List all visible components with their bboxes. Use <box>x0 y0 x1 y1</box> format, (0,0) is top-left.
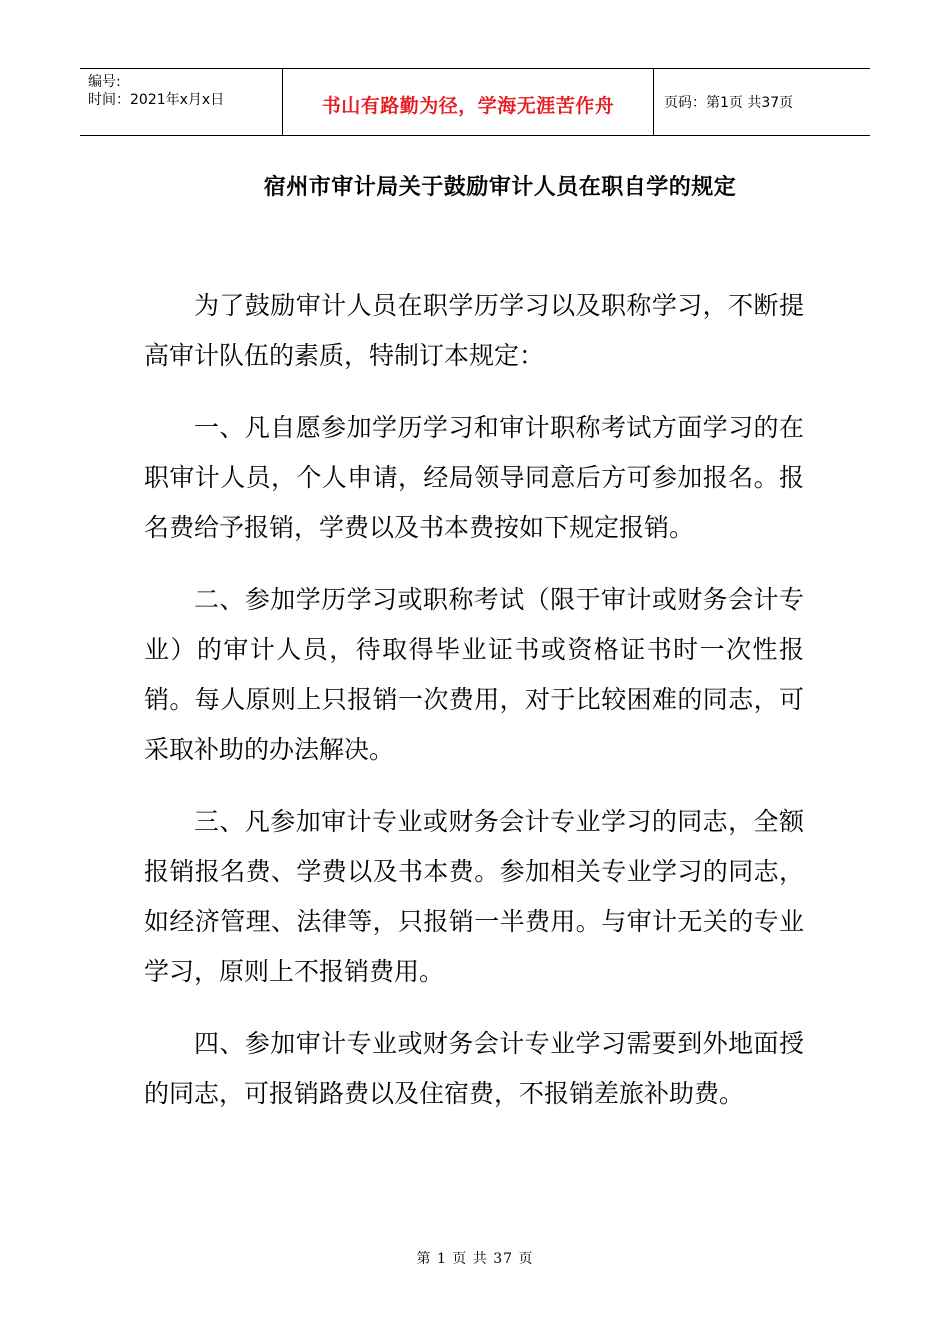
paragraph-2: 二、参加学历学习或职称考试（限于审计或财务会计专业）的审计人员，待取得毕业证书或资格证书时一次性报销。每人原则上只报销一次费用，对于比较困难的同志，可采取补助的办法解决。 <box>144 585 804 764</box>
header-page-info: 页码：第1页 共37页 <box>664 95 794 111</box>
paragraph-1: 一、凡自愿参加学历学习和审计职称考试方面学习的在职审计人员，个人申请，经局领导同意后方可参加报名。报名费给予报销，学费以及书本费按如下规定报销。 <box>144 413 804 542</box>
header-left-cell <box>80 69 282 135</box>
document-body <box>144 281 804 1141</box>
document-time-label: 时间：2021年x月x日 <box>88 92 225 108</box>
header-middle-cell <box>282 69 654 135</box>
header-motto: 书山有路勤为径，学海无涯苦作舟 <box>321 94 615 117</box>
header-right-cell <box>654 69 870 135</box>
header-table <box>80 68 870 136</box>
paragraph-3: 三、凡参加审计专业或财务会计专业学习的同志，全额报销报名费、学费以及书本费。参加相关专业学习的同志，如经济管理、法律等，只报销一半费用。与审计无关的专业学习，原则上不报销费用。 <box>144 807 804 986</box>
document-number-label: 编号: <box>88 74 121 90</box>
paragraph-intro: 为了鼓励审计人员在职学历学习以及职称学习，不断提高审计队伍的素质，特制订本规定： <box>144 291 804 370</box>
paragraph-4: 四、参加审计专业或财务会计专业学习需要到外地面授的同志，可报销路费以及住宿费，不报销差旅补助费。 <box>144 1029 804 1108</box>
document-title: 宿州市审计局关于鼓励审计人员在职自学的规定 <box>263 175 737 200</box>
page-footer: 第 1 页 共 37 页 <box>416 1251 534 1267</box>
